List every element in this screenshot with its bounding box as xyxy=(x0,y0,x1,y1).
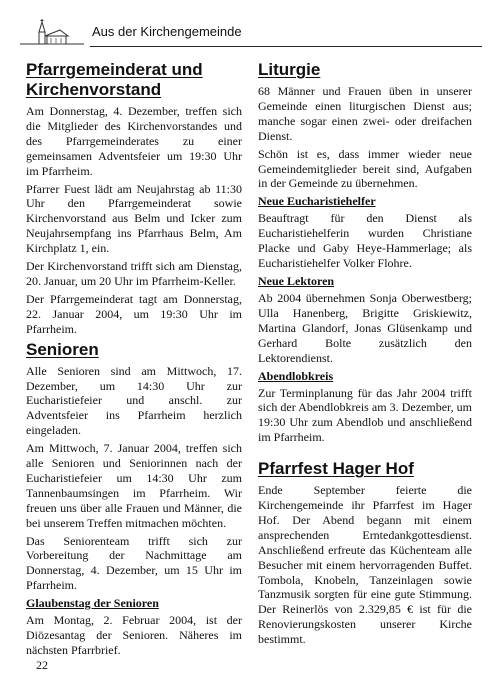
section-senioren xyxy=(26,340,242,658)
heading-senioren: Senioren xyxy=(26,339,99,359)
subheading-eucharistiehelfer: Neue Eucharistiehelfer xyxy=(258,194,376,209)
page-number: 22 xyxy=(36,658,48,672)
paragraph: Beauftragt für den Dienst als Eucharistiehelferin wurden Christiane Placke und Gaby Heye-Hammerlage; als Eucharistiehelfer Volker Flohre. xyxy=(258,211,472,271)
left-column xyxy=(26,60,242,661)
paragraph: Alle Senioren sind am Mittwoch, 17. Dezember, um 14:30 Uhr zur Eucharistiefeier und anschl. zur Adventsfeier ins Pfarrheim herzlich eingeladen. xyxy=(26,363,242,438)
heading-pfarrgemeinderat: Pfarrgemeinderat und Kirchenvorstand xyxy=(26,60,203,99)
section-pfarrgemeinderat xyxy=(26,60,242,337)
paragraph: Am Mittwoch, 7. Januar 2004, treffen sich alle Senioren und Seniorinnen nach der Eucharistiefeier um 14:30 Uhr zum Tannenbaumsingen im Pfarrheim. Wir freuen uns über alle Frauen und Männer, die bei unserem Treffen mitmachen möchten. xyxy=(26,441,242,530)
paragraph: Das Seniorenteam trifft sich zur Vorbereitung der Nachmittage am Donnerstag, 4. Dezember, um 15 Uhr im Pfarrheim. xyxy=(26,533,242,593)
paragraph: Schön ist es, dass immer wieder neue Gemeindemitglieder bereit sind, Aufgaben in der Gemeinde zu übernehmen. xyxy=(258,146,472,191)
page-header xyxy=(20,18,475,48)
paragraph: Am Donnerstag, 4. Dezember, treffen sich die Mitglieder des Kirchenvorstandes und des Pfarrgemeinderates zu einer gemeinsamen Adventsfeier um 19:30 Uhr im Pfarrheim. xyxy=(26,104,242,178)
paragraph: 68 Männer und Frauen üben in unserer Gemeinde einen liturgischen Dienst aus; manche sogar einen zwei- oder dreifachen Dienst. xyxy=(258,84,472,143)
subheading-glaubenstag: Glaubenstag der Senioren xyxy=(26,596,159,611)
paragraph: Zur Terminplanung für das Jahr 2004 trifft sich der Abendlobkreis am 3. Dezember, um 19:30 Uhr zum Abendlob und anschließend im Pfarrheim. xyxy=(258,385,472,445)
paragraph: Ende September feierte die Kirchengemeinde ihr Pfarrfest im Hager Hof. Der Abend begann mit einem ansprechenden Erntedankgottesdienst. Anschließend erfreute das Küchenteam alle Besucher mit einem hervorragenden Buffet. Tombola, Knobeln, Tanzeinlagen sowie Tanzmusik sorgten für eine gute Stimmung. Der Reinerlös von 2.329,85 € ist für die Renovierungskosten unserer Kirche bestimmt. xyxy=(258,483,472,647)
paragraph: Der Kirchenvorstand trifft sich am Dienstag, 20. Januar, um 20 Uhr im Pfarrheim-Keller. xyxy=(26,259,242,288)
section-liturgie xyxy=(258,60,472,445)
subheading-lektoren: Neue Lektoren xyxy=(258,273,335,288)
section-pfarrfest xyxy=(258,459,472,647)
paragraph: Pfarrer Fuest lädt am Neujahrstag ab 11:30 Uhr den Pfarrgemeinderat sowie Kirchenvorstand aus Belm und Icker zum Neujahrsempfang ins Pfarrhaus Belm, Am Kirchplatz 1, ein. xyxy=(26,181,242,256)
heading-liturgie: Liturgie xyxy=(258,60,321,79)
paragraph: Der Pfarrgemeinderat tagt am Donnerstag, 22. Januar 2004, um 19:30 Uhr im Pfarrheim. xyxy=(26,291,242,336)
right-column xyxy=(258,60,472,650)
subheading-abendlobkreis: Abendlobkreis xyxy=(258,368,334,383)
paragraph: Ab 2004 übernehmen Sonja Oberwestberg; Ulla Hanenberg, Brigitte Griskiewitz, Martina Glandorf, Jonas Glüsenkamp und Gerhard Bolte zusätzlich den Lektorendienst. xyxy=(258,290,472,365)
paragraph: Am Montag, 2. Februar 2004, ist der Diözesantag der Senioren. Näheres im nächsten Pfarrbrief. xyxy=(26,613,242,657)
church-logo-icon xyxy=(20,18,84,48)
header-title: Aus der Kirchengemeinde xyxy=(92,24,242,39)
header-rule xyxy=(90,46,482,47)
heading-pfarrfest: Pfarrfest Hager Hof xyxy=(258,459,414,479)
